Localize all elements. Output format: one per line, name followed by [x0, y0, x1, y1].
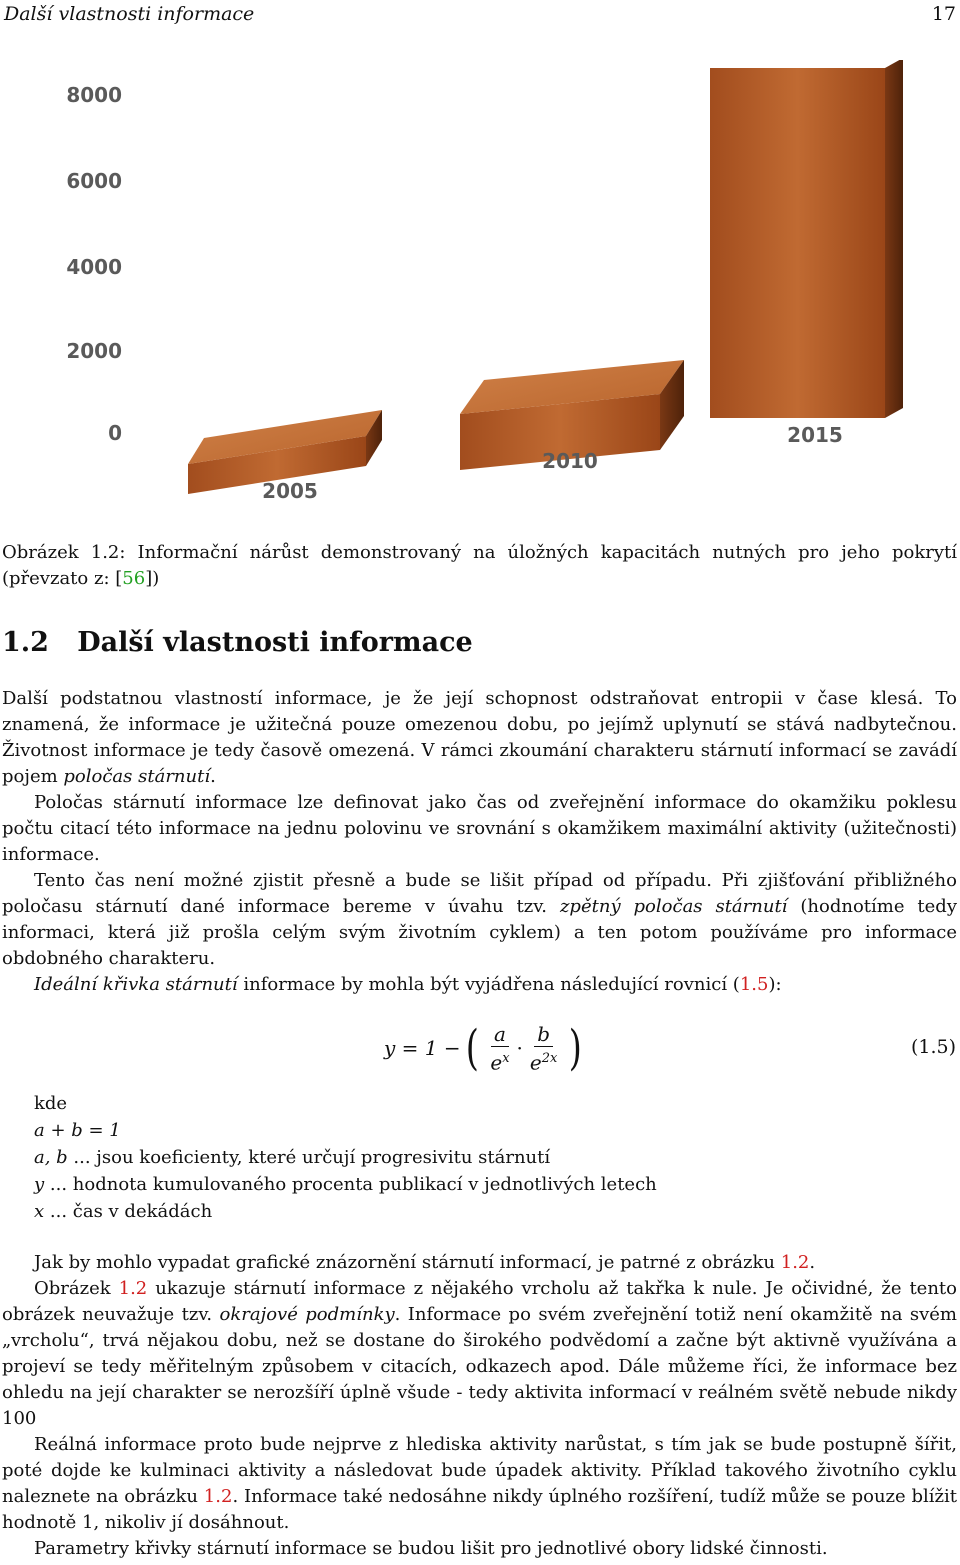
- bar-2015: [710, 60, 903, 418]
- paragraph: Poločas stárnutí informace lze definovat jako čas od zveřejnění informace do okamžiku poklesu počtu citací této informace na jednu polovinu ve srovnání s okamžikem maximální aktivity (užitečnosti) informace.: [2, 792, 957, 865]
- term: okrajové podmínky: [219, 1304, 395, 1325]
- def-line: a, b ... jsou koeficienty, které určují progresivitu stárnutí: [34, 1147, 551, 1168]
- paragraph: Jak by mohlo vypadat grafické znázornění stárnutí informací, je patrné z obrázku 1.2.: [34, 1252, 816, 1273]
- y-tick-label: 6000: [66, 169, 122, 193]
- y-tick-label: 8000: [66, 83, 122, 107]
- equation-ref-link[interactable]: 1.5: [739, 974, 769, 995]
- x-tick-label: 2010: [542, 449, 598, 473]
- figure-ref-link[interactable]: 1.2: [118, 1278, 148, 1299]
- term: Ideální křivka stárnutí: [34, 974, 238, 995]
- x-tick-label: 2015: [787, 423, 843, 447]
- page-number: 17: [931, 3, 956, 25]
- y-tick-label: 4000: [66, 255, 122, 279]
- fraction-a: $\frac{a}{e^x}$: [490, 1022, 510, 1075]
- paragraph: Tento čas není možné zjistit přesně a bude se lišit případ od případu. Při zjišťování přibližného poločasu stárnutí dané informace bereme v úvahu tzv. zpětný poločas stárnutí (hodnotíme tedy informaci, která již prošla celým svým životním cyklem) a ten potom používáme pro informace obdobného charakteru.: [2, 870, 957, 969]
- paragraph-block-1: [2, 686, 957, 998]
- x-tick-label: 2005: [262, 479, 318, 503]
- variable-definitions: [34, 1090, 657, 1225]
- section-heading: [2, 627, 473, 658]
- paragraph: Reálná informace proto bude nejprve z hlediska aktivity narůstat, s tím jak se bude postupně šířit, poté dojde ke kulminaci aktivity a následovat bude úpadek aktivity. Příklad takového životního cyklu naleznete na obrázku 1.2. Informace také nedosáhne nikdy úplného rozšíření, tudíž může se pouze blížit hodnotě 1, nikoliv jí dosáhnout.: [2, 1434, 957, 1533]
- paragraph: Ideální křivka stárnutí informace by mohla být vyjádřena následující rovnicí (1.5):: [34, 974, 782, 995]
- def-line: a + b = 1: [34, 1120, 121, 1141]
- paragraph: Obrázek 1.2 ukazuje stárnutí informace z nějakého vrcholu až takřka k nule. Je očividné, že tento obrázek neuvažuje tzv. okrajové podmínky. Informace po svém zveřejnění totiž není okamžitě na svém „vrcholu“, trvá nějakou dobu, než se dostane do širokého podvědomí a začne být aktivně využívána a projeví se tedy měřitelným způsobem v citacích, odkazech apod. Dále můžeme říci, že informace bez ohledu na její charakter se nerozšíří úplně všude - tedy aktivita informací v reálném světě nebude nikdy 100: [2, 1278, 957, 1429]
- running-header: Další vlastnosti informace: [4, 3, 255, 25]
- def-line: x ... čas v dekádách: [34, 1201, 213, 1222]
- y-tick-label: 0: [108, 421, 122, 445]
- term: zpětný poločas stárnutí: [559, 896, 788, 917]
- paragraph-block-2: [2, 1250, 957, 1562]
- equation: y = 1 − ( $\frac{a}{e^x}$ · $\frac{b}{e^{2x}}$ ): [384, 1020, 583, 1077]
- bar-side: [885, 60, 903, 418]
- def-line: y ... hodnota kumulovaného procenta publikací v jednotlivých letech: [34, 1174, 657, 1195]
- citation-link[interactable]: 56: [122, 568, 146, 589]
- storage-bar-chart: [0, 60, 960, 510]
- paragraph: Další podstatnou vlastností informace, je že její schopnost odstraňovat entropii v čase klesá. To znamená, že informace je užitečná pouze omezenou dobu, po jejímž uplynutí se stává nadbytečnou. Životnost informace je tedy časově omezená. V rámci zkoumání charakteru stárnutí informací se zavádí pojem poločas stárnutí.: [2, 688, 957, 787]
- equation-lhs: y = 1 −: [384, 1036, 461, 1061]
- figure-ref-link[interactable]: 1.2: [203, 1486, 233, 1507]
- paragraph: Parametry křivky stárnutí informace se budou lišit pro jednotlivé obory lidské činnosti.: [34, 1538, 828, 1559]
- figure-ref-link[interactable]: 1.2: [780, 1252, 810, 1273]
- fraction-b: $\frac{b}{e^{2x}}$: [529, 1022, 558, 1075]
- y-tick-label: 2000: [66, 339, 122, 363]
- section-number: 1.2: [2, 627, 49, 658]
- defs-intro: kde: [34, 1093, 68, 1114]
- term: poločas stárnutí: [63, 766, 211, 787]
- bar-front: [710, 68, 885, 418]
- equation-number: (1.5): [910, 1036, 956, 1058]
- section-title: Další vlastnosti informace: [77, 627, 473, 658]
- figure-caption: Obrázek 1.2: Informační nárůst demonstrovaný na úložných kapacitách nutných pro jeho pokrytí (převzato z: [56]): [2, 542, 957, 589]
